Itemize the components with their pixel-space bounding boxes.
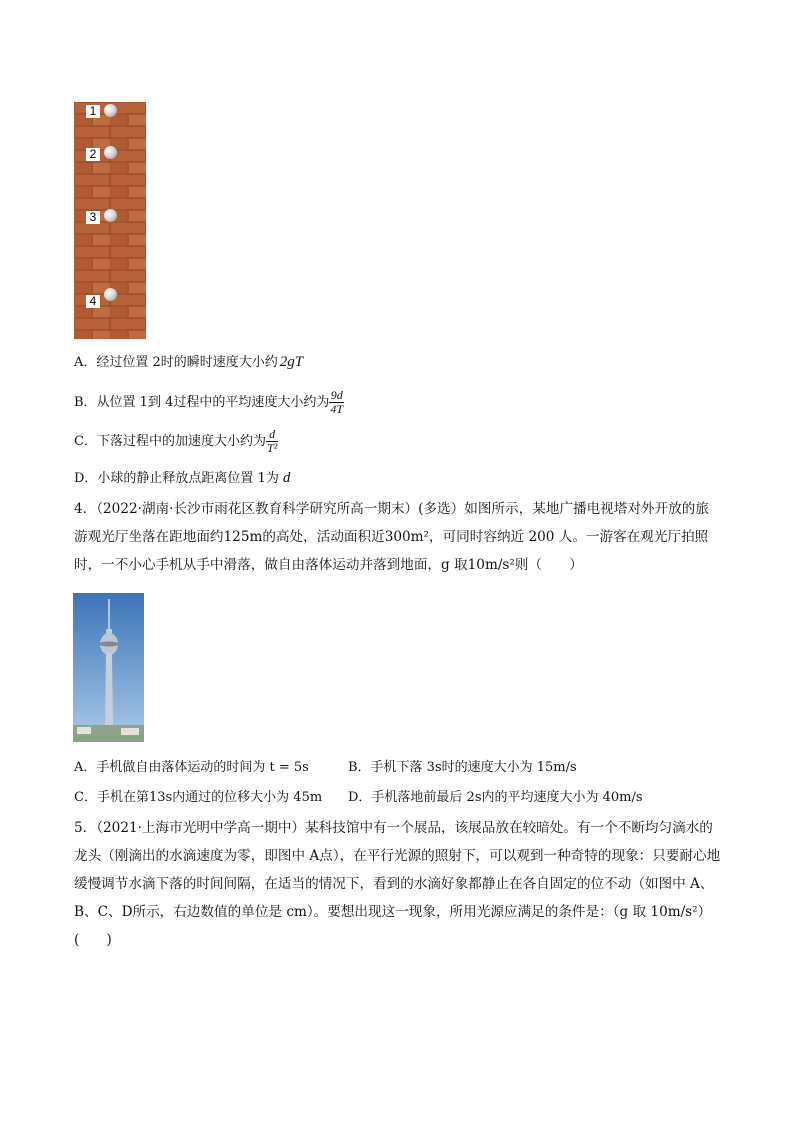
q4-option-b: B．手机下落 3s时的速度大小为 15m/s	[348, 760, 577, 775]
position-label-3: 3	[86, 211, 100, 224]
ball-4	[104, 288, 117, 301]
q3-option-d-text: D．小球的静止释放点距离位置 1为	[74, 471, 279, 486]
q5-stem: 5．（2021·上海市光明中学高一期中）某科技馆中有一个展品，该展品放在较暗处。有一个不断均匀滴水的龙头（刚滴出的水滴速度为零，即图中 A点），在平行光源的照射下，可以观到一种奇特的现象：只要耐心地缓慢调节水滴下落的时间间隔，在适当的情况下，看到的水滴好象都静止在各自固定的位不动（如图中 A、B、C、D所示，右边数值的单位是 cm）。要想出现这一现象，所用光源应满足的条件是：（g 取 10m/s²）( )	[74, 820, 721, 948]
tv-tower-figure	[73, 593, 144, 742]
q3-option-d	[74, 468, 290, 489]
q3-option-c-text: C．下落过程中的加速度大小约为	[74, 434, 266, 449]
q3-option-b	[74, 386, 344, 420]
q3-option-a	[74, 352, 303, 373]
ball-3	[104, 209, 117, 222]
position-label-2: 2	[86, 148, 100, 161]
ball-1	[104, 104, 117, 117]
q4-option-d: D．手机落地前最后 2s内的平均速度大小为 40m/s	[348, 790, 643, 805]
position-label-1: 1	[86, 105, 100, 118]
q4-stem: 4．（2022·湖南·长沙市雨花区教育科学研究所高一期末）(多选）如图所示，某地广播电视塔对外开放的旅游观光厅坐落在距地面约125m的高处，活动面积近300m²，可同时容纳近 200 人。一游客在观光厅拍照时，一不小心手机从手中滑落，做自由落体运动并落到地面，g 取10m/s²则（ ）	[74, 501, 709, 573]
q3-option-c-fraction: $\frac{d}{\text{T²}}$	[266, 427, 278, 455]
q4-option-c: C．手机在第13s内通过的位移大小为 45m	[74, 790, 323, 805]
q3-option-b-fraction: $\frac{9d}{4T}$	[330, 388, 344, 416]
position-label-4: 4	[86, 295, 100, 308]
q3-option-c	[74, 425, 278, 459]
q3-option-a-expr: 2gT	[279, 354, 304, 370]
ball-2	[104, 146, 117, 159]
q3-option-d-var: d	[282, 470, 291, 486]
tv-tower-image	[73, 593, 144, 742]
q4-option-a: A．手机做自由落体运动的时间为 t = 5s	[74, 760, 309, 775]
q3-option-b-text: B．从位置 1到 4过程中的平均速度大小约为	[74, 395, 330, 410]
q3-option-a-text: A．经过位置 2时的瞬时速度大小约	[74, 355, 278, 370]
